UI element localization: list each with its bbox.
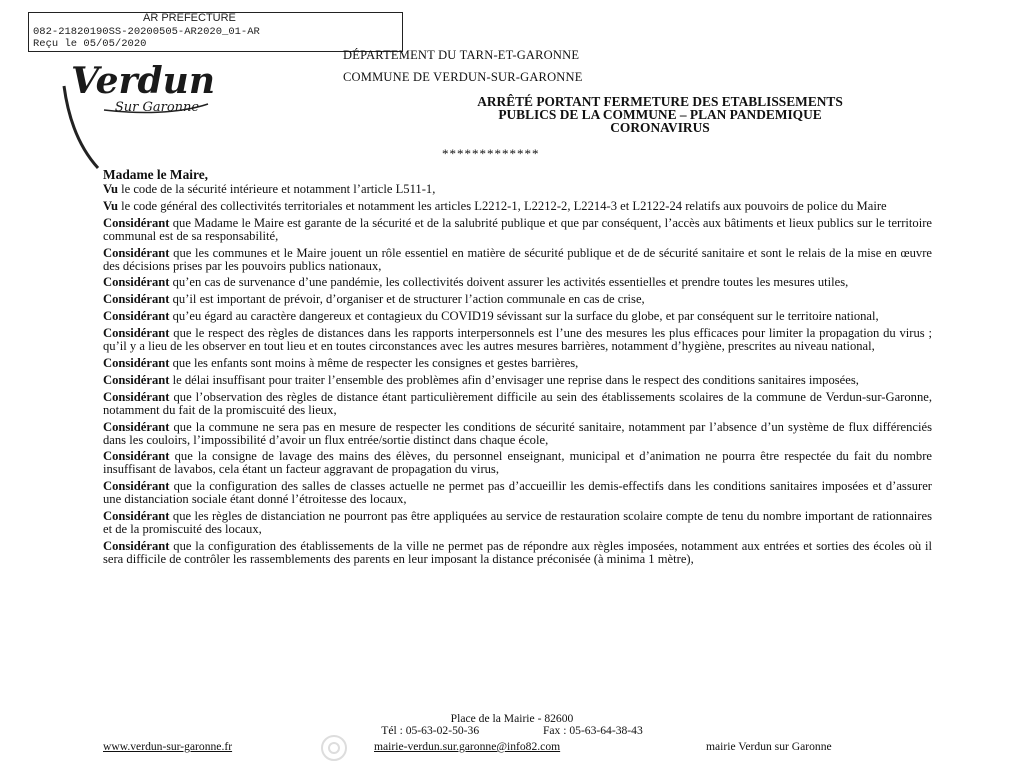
paragraph-text: le code général des collectivités territoriales et notamment les articles L2212-1, L2212-2, L2214-3 et L2122-24 relatifs aux pouvoirs de police du Maire: [117, 198, 887, 213]
paragraph: [103, 374, 932, 387]
paragraph: [103, 247, 932, 273]
paragraph-keyword: Considérant: [103, 419, 170, 434]
paragraph: [103, 217, 932, 243]
paragraph: [103, 310, 932, 323]
paragraph-text: que les règles de distanciation ne pourront pas être appliquées au service de restauration scolaire compte de tenu du nombre important de rationnaires et de la promiscuité des locaux,: [103, 509, 932, 536]
paragraph: [103, 327, 932, 353]
town-logo: [58, 56, 228, 176]
paragraph-text: que l’observation des règles de distance étant particulièrement difficile au sein des établissements scolaires de la commune de Verdun-sur-Garonne, notamment du fait de la promiscuité des lieux,: [103, 389, 932, 417]
footer-fax: Fax : 05-63-64-38-43: [542, 724, 643, 737]
paragraph: [103, 293, 932, 306]
email-link[interactable]: mairie-verdun.sur.garonne@info82.com: [374, 740, 561, 753]
paragraph-text: que les enfants sont moins à même de respecter les consignes et gestes barrières,: [169, 355, 579, 370]
paragraph-text: qu’en cas de survenance d’une pandémie, les collectivités doivent assurer les activités essentielles et prendre toutes les mesures utiles,: [169, 275, 849, 290]
paragraph: [103, 450, 932, 476]
paragraph: [103, 480, 932, 506]
commune-header: COMMUNE DE VERDUN-SUR-GARONNE: [343, 70, 583, 84]
paragraph: [103, 357, 932, 370]
paragraph-keyword: Considérant: [103, 372, 170, 387]
document-title: [360, 95, 960, 134]
paragraph-keyword: Considérant: [103, 449, 170, 464]
paragraph-keyword: Considérant: [103, 355, 170, 370]
paragraph-text: que la commune ne sera pas en mesure de respecter les conditions de sécurité sanitaire, notamment par l’absence d’un système de flux différenciés dans les couloirs, l’impossibilité d’avoir un flux entrée/sortie distinct dans chaque école,: [103, 419, 932, 447]
social-handle: mairie Verdun sur Garonne: [706, 740, 832, 753]
paragraph-keyword: Considérant: [103, 275, 170, 290]
paragraph-text: que Madame le Maire est garante de la sécurité et de la salubrité publique et que par conséquent, l’accès aux bâtiments et lieux publics sur le territoire communal est de sa responsabilité,: [103, 215, 932, 243]
paragraph-keyword: Considérant: [103, 538, 170, 553]
prefecture-stamp: [28, 12, 403, 52]
paragraph-text: que la configuration des établissements de la ville ne permet pas de répondre aux règles imposées, notamment aux entrées et sorties des écoles où il sera difficile de contrôler les rassemblements des parents en leur imposant la distance préconisée (à minima 1 mètre),: [103, 538, 932, 566]
paragraph-text: que le respect des règles de distances dans les rapports interpersonnels est l’une des mesures les plus efficaces pour limiter la propagation du virus ; qu’il y a lieu de les observer en tout lieu et en toutes circonstances avec les autres mesures barrières, notamment d’hygiène, prescrites au niveau national,: [103, 326, 932, 354]
salutation: Madame le Maire,: [103, 167, 208, 182]
footer-contacts: [0, 724, 1024, 737]
paragraph-text: le code de la sécurité intérieure et notamment l’article L511-1,: [117, 182, 436, 196]
title-line-2: PUBLICS DE LA COMMUNE – PLAN PANDEMIQUE: [498, 107, 822, 122]
paragraph-text: le délai insuffisant pour traiter l’ensemble des problèmes afin d’envisager une reprise dans le respect des conditions sanitaires imposées,: [169, 372, 859, 387]
paragraph: [103, 276, 932, 289]
paragraph-text: qu’eu égard au caractère dangereux et contagieux du COVID19 sévissant sur la surface du globe, et par conséquent sur le territoire national,: [169, 309, 879, 324]
title-line-1: ARRÊTÉ PORTANT FERMETURE DES ETABLISSEMENTS: [477, 94, 843, 109]
logo-sub-text: Sur Garonne: [114, 100, 200, 115]
paragraph-text: que la consigne de lavage des mains des élèves, du personnel enseignant, municipal et d’animation ne pourra être respectée du fait du nombre insuffisant de lavabos, cela étant un facteur aggravant de propagation du virus,: [103, 449, 932, 477]
paragraph-keyword: Vu: [103, 182, 118, 196]
document-body: [103, 183, 932, 570]
paragraph-keyword: Considérant: [103, 215, 170, 230]
paragraph-keyword: Considérant: [103, 389, 170, 404]
title-line-3: CORONAVIRUS: [610, 120, 710, 135]
paragraph: [103, 391, 932, 417]
paragraph-text: que la configuration des salles de classes actuelle ne permet pas d’accueillir les demis-effectifs dans les conditions sanitaires imposées et d’assurer une distanciation sociale étant donné l’étroitesse des locaux,: [103, 479, 932, 507]
paragraph-keyword: Considérant: [103, 509, 170, 524]
at-symbol-icon: [310, 734, 358, 762]
paragraph: [103, 183, 932, 196]
paragraph-text: qu’il est important de prévoir, d’organiser et de structurer l’action communale en cas de crise,: [169, 292, 645, 307]
paragraph-keyword: Considérant: [103, 245, 170, 260]
paragraph-keyword: Considérant: [103, 479, 170, 494]
paragraph-keyword: Considérant: [103, 326, 170, 341]
logo-main-text: Verdun: [70, 60, 216, 102]
paragraph-keyword: Considérant: [103, 292, 170, 307]
paragraph: [103, 200, 932, 213]
footer-phone: Tél : 05-63-02-50-36: [381, 724, 480, 737]
stamp-reference: 082-21820190SS-20200505-AR2020_01-AR: [33, 26, 260, 38]
separator: *************: [442, 146, 540, 161]
paragraph: [103, 421, 932, 447]
footer-address: Place de la Mairie - 82600: [450, 712, 574, 725]
paragraph: [103, 510, 932, 536]
paragraph-keyword: Vu: [103, 198, 118, 213]
department-header: DÉPARTEMENT DU TARN-ET-GARONNE: [343, 48, 580, 62]
stamp-title: AR PREFECTURE: [143, 12, 236, 24]
paragraph: [103, 540, 932, 566]
website-link[interactable]: www.verdun-sur-garonne.fr: [103, 740, 233, 753]
paragraph-text: que les communes et le Maire jouent un rôle essentiel en matière de sécurité publique et de de sécurité sanitaire et sont le relais de la mise en œuvre des décisions prises par les pouvoirs publics nationaux,: [103, 245, 932, 273]
paragraph-keyword: Considérant: [103, 309, 170, 324]
stamp-received-date: Reçu le 05/05/2020: [33, 38, 147, 50]
